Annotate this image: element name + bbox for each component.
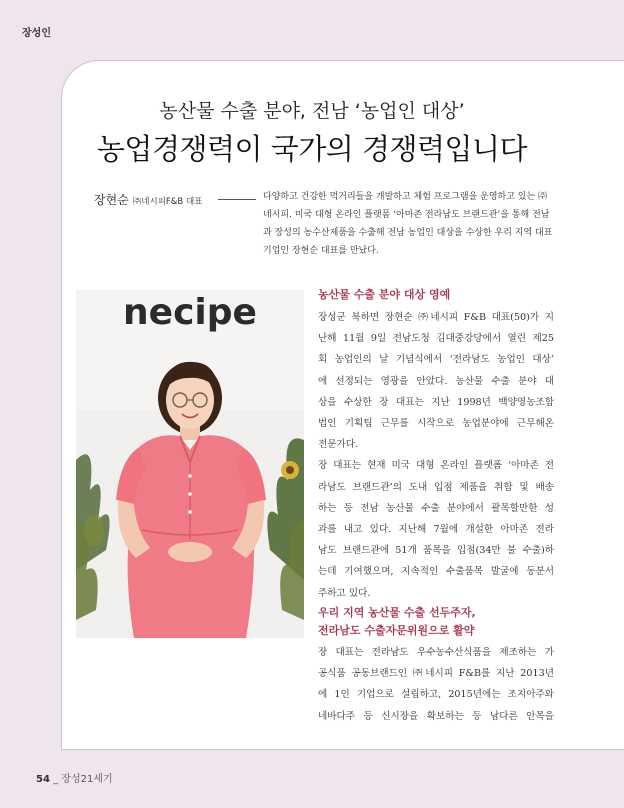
byline-name: 장현순 [94,193,129,207]
text-line: 에 1인 기업으로 설립하고, 2015년에는 조지아주와 [318,689,554,701]
text-line: 장성군 북하면 장현순 ㈜네시피 F&B 대표(50)가 지 [318,312,554,323]
text-line: 전문가다. [318,439,359,451]
footer-separator: _ [53,774,59,785]
text-line: 장 대표는 현재 미국 대형 온라인 플랫폼 ‘아마존 전 [318,460,554,472]
section2 [318,604,554,727]
section1-para1 [318,307,554,455]
text-line: 법인 기획팀 근무를 시작으로 농업분야에 근무해온 [318,418,554,430]
page-footer [36,770,113,785]
section2-heading-line1: 우리 지역 농산물 수출 선두주자, [318,606,476,619]
text-line: 공식품 공동브랜드인 ㈜네시피 F&B를 지난 2013년 [318,668,554,680]
text-line: 라남도 브랜드관’의 도내 입점 제품을 취합 및 배송 [318,481,554,493]
text-line: 난해 11월 9일 전남도청 김대중강당에서 열린 제25 [318,333,554,345]
byline [94,191,202,208]
section2-para [318,642,554,727]
page-number: 54 [36,774,50,785]
text-line: 남도 브랜드관에 51개 품목을 입점(34만 불 수출)하 [318,545,554,557]
magazine-name: 장성21세기 [61,774,113,785]
section1-heading: 농산물 수출 분야 대상 영예 [318,288,451,301]
text-line: 는데 기여했으며, 지속적인 수출품목 발굴에 동분서 [318,566,554,578]
byline-company: ㈜네시피F&B 대표 [132,197,203,207]
text-line: 주하고 있다. [318,587,371,599]
article-subtitle: 농산물 수출 분야, 전남 ‘농업인 대상’ [159,100,465,122]
text-line: 과를 내고 있다. 지난해 7월에 개설한 아마존 전라 [318,524,554,536]
section2-heading-line2: 전라남도 수출자문위원으로 활약 [318,624,475,637]
text-line: 에 선정되는 영광을 안았다. 농산물 수출 분야 대 [318,375,554,387]
text-line: 회 농업인의 날 기념식에서 ‘전라남도 농업인 대상’ [318,354,554,366]
section-tag: 장성인 [22,28,51,39]
article-title: 농업경쟁력이 국가의 경쟁력입니다 [96,132,528,166]
text-line: 네바다주 등 신시장을 확보하는 등 남다른 안목을 [318,710,554,722]
text-line: 상을 수상한 장 대표는 지난 1998년 백양영농조합 [318,396,554,408]
text-line: 장 대표는 전라남도 우수농수산식품을 제조하는 가 [318,647,554,658]
portrait-photo [76,290,304,638]
byline-rule [218,199,256,200]
section1 [318,286,554,604]
section1-para2 [318,455,554,603]
text-line: 하는 등 전남 농산물 수출 분야에서 괄목할만한 성 [318,502,554,514]
sign-text: necipe [123,292,257,333]
intro-text: 다양하고 건강한 먹거리들을 개발하고 체험 프로그램을 운영하고 있는 ㈜네시피. 미국 대형 온라인 플랫폼 ‘아마존 전라남도 브랜드관’을 통해 전남과 장성의 농수산제품을 수출해 전남 농업인 대상을 수상한 우리 지역 대표 기업인 장현순 대표를 만났다. [263,192,553,256]
